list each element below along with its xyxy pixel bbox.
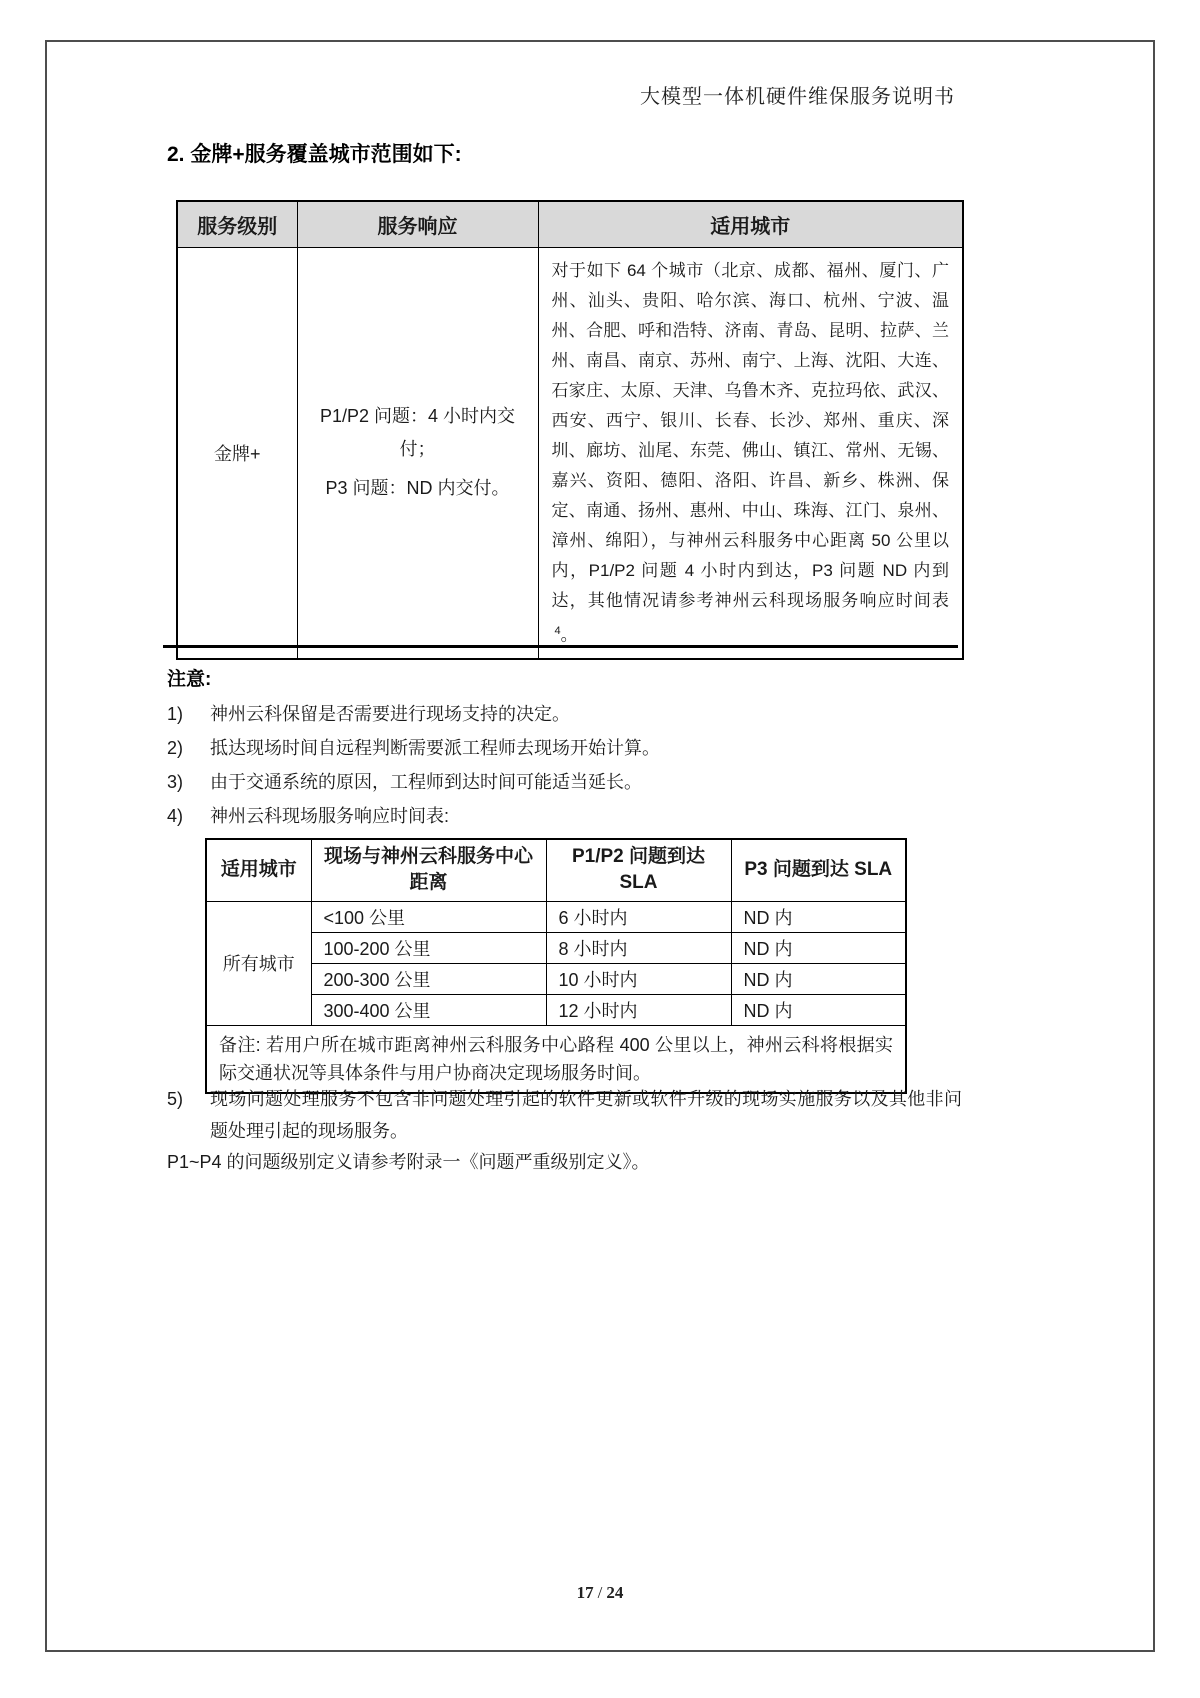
service-response-cell — [297, 247, 538, 659]
page-number-current: 17 — [576, 1583, 594, 1602]
header-applicable-cities: 适用城市 — [538, 201, 963, 247]
note-item-4 — [167, 799, 987, 833]
notice-label: 注意: — [167, 669, 212, 690]
note-text: 神州云科现场服务响应时间表: — [210, 806, 449, 826]
table-row — [206, 963, 906, 994]
note-text: 由于交通系统的原因，工程师到达时间可能适当延长。 — [210, 772, 642, 792]
table-row — [206, 994, 906, 1025]
section-divider — [163, 645, 958, 648]
note-number: 2) — [167, 738, 184, 758]
response-p1p2: P1/P2 问题：4 小时内交付； — [319, 406, 516, 460]
header-distance: 现场与神州云科服务中心距离 — [311, 839, 546, 901]
city-scope-cell: 所有城市 — [206, 901, 311, 1025]
note-number: 5) — [167, 1089, 184, 1109]
p1p2-sla-cell: 12 小时内 — [546, 994, 731, 1025]
p3-sla-cell: ND 内 — [731, 963, 906, 994]
document-header-title: 大模型一体机硬件维保服务说明书 — [640, 86, 955, 108]
service-level-cell: 金牌+ — [177, 247, 297, 659]
distance-cell: <100 公里 — [311, 901, 546, 932]
coverage-table — [176, 200, 964, 660]
note-text: 神州云科保留是否需要进行现场支持的决定。 — [210, 704, 570, 724]
response-time-table — [205, 838, 907, 1094]
distance-cell: 200-300 公里 — [311, 963, 546, 994]
distance-cell: 100-200 公里 — [311, 932, 546, 963]
cities-period: 。 — [560, 625, 578, 645]
table-row — [206, 901, 906, 932]
note-text: 抵达现场时间自远程判断需要派工程师去现场开始计算。 — [210, 738, 660, 758]
header-p3-sla: P3 问题到达 SLA — [731, 839, 906, 901]
note-item-3 — [167, 765, 987, 799]
page-number-separator: / — [597, 1583, 603, 1602]
response-p3: P3 问题：ND 内交付。 — [325, 478, 510, 499]
remark-cell: 备注: 若用户所在城市距离神州云科服务中心路程 400 公里以上，神州云科将根据实际交通状况等具体条件与用户协商决定现场服务时间。 — [206, 1025, 906, 1093]
header-city-scope: 适用城市 — [206, 839, 311, 901]
note-number: 1) — [167, 704, 184, 724]
note-number: 4) — [167, 806, 184, 826]
p1p2-sla-cell: 10 小时内 — [546, 963, 731, 994]
page-number — [0, 1583, 1200, 1603]
cities-text: 对于如下 64 个城市（北京、成都、福州、厦门、广州、汕头、贵阳、哈尔滨、海口、杭州、宁波、温州、合肥、呼和浩特、济南、青岛、昆明、拉萨、兰州、南昌、南京、苏州、南宁、上海、沈阳、大连、石家庄、太原、天津、乌鲁木齐、克拉玛依、武汉、西安、西宁、银川、长春、长沙、郑州、重庆、深圳、廊坊、汕尾、东莞、佛山、镇江、常州、无锡、嘉兴、资阳、德阳、洛阳、许昌、新乡、株洲、保定、南通、扬州、惠州、中山、珠海、江门、泉州、漳州、绵阳），与神州云科服务中心距离 50 公里以内，P1/P2 问题 4 小时内到达，P3 问题 ND 内到达，其他情况请参考神州云科现场服务响应时间表 — [551, 260, 949, 610]
distance-cell: 300-400 公里 — [311, 994, 546, 1025]
notes-list — [167, 697, 987, 833]
note-item-5 — [167, 1083, 962, 1147]
p1p2-sla-cell: 6 小时内 — [546, 901, 731, 932]
coverage-table-header-row — [177, 201, 963, 247]
p3-sla-cell: ND 内 — [731, 994, 906, 1025]
note-item-1 — [167, 697, 987, 731]
closing-line: P1~P4 的问题级别定义请参考附录一《问题严重级别定义》。 — [167, 1152, 650, 1172]
header-p1p2-sla: P1/P2 问题到达 SLA — [546, 839, 731, 901]
note-number: 3) — [167, 772, 184, 792]
p1p2-sla-cell: 8 小时内 — [546, 932, 731, 963]
p3-sla-cell: ND 内 — [731, 932, 906, 963]
footnote-reference: 4 — [554, 624, 561, 637]
table-row — [206, 932, 906, 963]
header-service-response: 服务响应 — [297, 201, 538, 247]
response-table-header-row — [206, 839, 906, 901]
applicable-cities-cell — [538, 247, 963, 659]
coverage-table-row — [177, 247, 963, 659]
section-title: 2. 金牌+服务覆盖城市范围如下: — [167, 143, 462, 166]
page-number-total: 24 — [606, 1583, 624, 1602]
header-service-level: 服务级别 — [177, 201, 297, 247]
note-item-2 — [167, 731, 987, 765]
note-text: 现场问题处理服务不包含非问题处理引起的软件更新或软件升级的现场实施服务以及其他非问题处理引起的现场服务。 — [210, 1089, 962, 1141]
p3-sla-cell: ND 内 — [731, 901, 906, 932]
